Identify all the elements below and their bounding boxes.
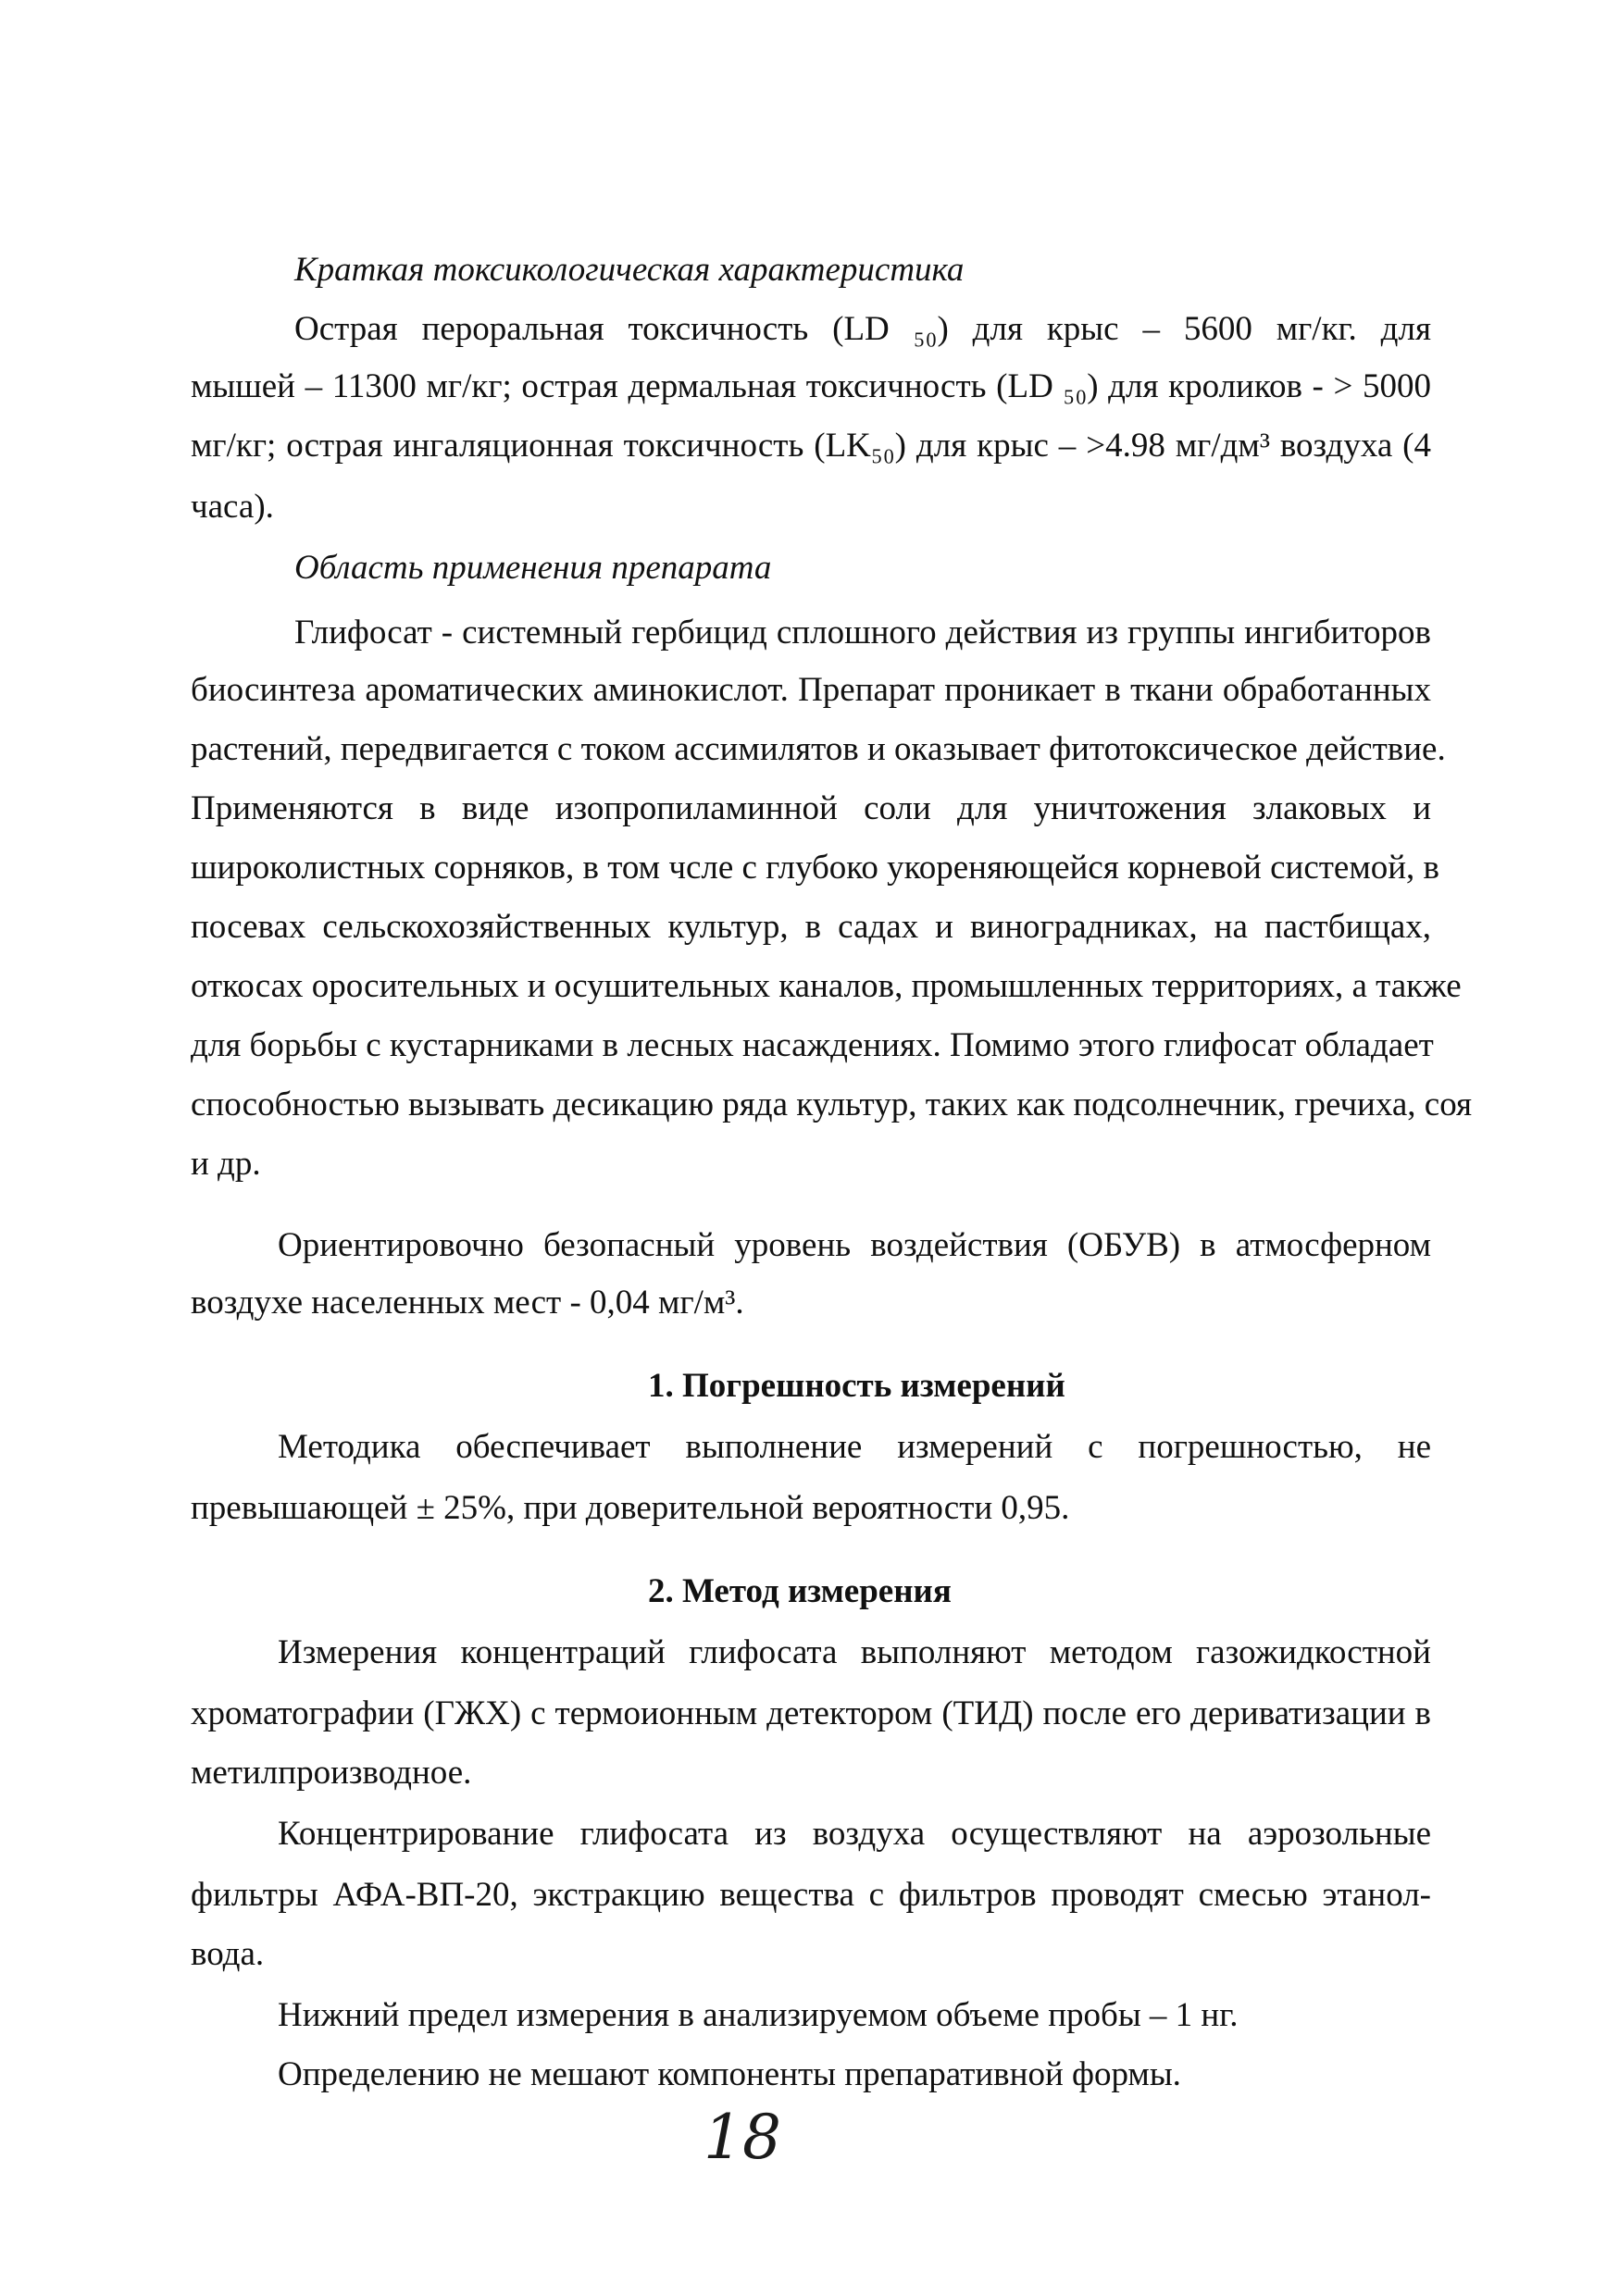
section-2-p3: Нижний предел измерения в анализируемом объеме пробы – 1 нг.	[278, 1996, 1239, 2034]
application-heading: Область применения препарата	[294, 549, 772, 587]
application-line-10: и др.	[191, 1145, 261, 1183]
section-2-p4: Определению не мешают компоненты препаративной формы.	[278, 2055, 1181, 2093]
section-2-p1-line-2: хроматографии (ГЖХ) с термоионным детектором (ТИД) после его дериватизации в	[191, 1694, 1431, 1732]
page-number: 18	[704, 2102, 781, 2173]
section-2-title: 2. Метод измерения	[648, 1572, 952, 1610]
section-1-title: 1. Погрешность измерений	[648, 1367, 1065, 1405]
section-2-p2-line-1: Концентрирование глифосата из воздуха осуществляют на аэрозольные	[278, 1815, 1431, 1853]
application-line-2: биосинтеза ароматических аминокислот. Препарат проникает в ткани обработанных	[191, 671, 1431, 709]
section-2-p1-line-3: метилпроизводное.	[191, 1754, 472, 1792]
section-1-line-1: Методика обеспечивает выполнение измерений с погрешностью, не	[278, 1428, 1431, 1466]
obuv-line-2: воздухе населенных мест - 0,04 мг/м³.	[191, 1284, 744, 1322]
section-1-line-2: превышающей ± 25%, при доверительной вероятности 0,95.	[191, 1489, 1070, 1527]
application-line-7: откосах оросительных и осушительных каналов, промышленных территориях, а также	[191, 967, 1462, 1005]
toxicology-heading: Краткая токсикологическая характеристика	[294, 251, 965, 289]
toxicology-line-2: мышей – 11300 мг/кг; острая дермальная токсичность (LD ₅₀) для кроликов - > 5000	[191, 367, 1431, 405]
application-line-1: Глифосат - системный гербицид сплошного действия из группы ингибиторов	[294, 614, 1431, 652]
application-line-3: растений, передвигается с током ассимилятов и оказывает фитотоксическое действие.	[191, 730, 1446, 768]
obuv-line-1: Ориентировочно безопасный уровень воздействия (ОБУВ) в атмосферном	[278, 1226, 1431, 1264]
application-line-9: способностью вызывать десикацию ряда культур, таких как подсолнечник, гречиха, соя	[191, 1086, 1473, 1123]
application-line-5: широколистных сорняков, в том чсле с глубоко укореняющейся корневой системой, в	[191, 849, 1440, 887]
toxicology-line-4: часа).	[191, 488, 274, 526]
application-line-8: для борьбы с кустарниками в лесных насаждениях. Помимо этого глифосат обладает	[191, 1026, 1434, 1064]
toxicology-line-3: мг/кг; острая ингаляционная токсичность (LK₅₀) для крыс – >4.98 мг/дм³ воздуха (4	[191, 427, 1431, 465]
application-line-4: Применяются в виде изопропиламинной соли для уничтожения злаковых и	[191, 789, 1431, 827]
toxicology-line-1: Острая пероральная токсичность (LD ₅₀) для крыс – 5600 мг/кг. для	[294, 310, 1431, 348]
section-2-p2-line-3: вода.	[191, 1935, 265, 1973]
section-2-p1-line-1: Измерения концентраций глифосата выполняют методом газожидкостной	[278, 1633, 1431, 1671]
application-line-6: посевах сельскохозяйственных культур, в садах и виноградниках, на пастбищах,	[191, 908, 1431, 946]
section-2-p2-line-2: фильтры АФА-ВП-20, экстракцию вещества с фильтров проводят смесью этанол-	[191, 1876, 1431, 1914]
